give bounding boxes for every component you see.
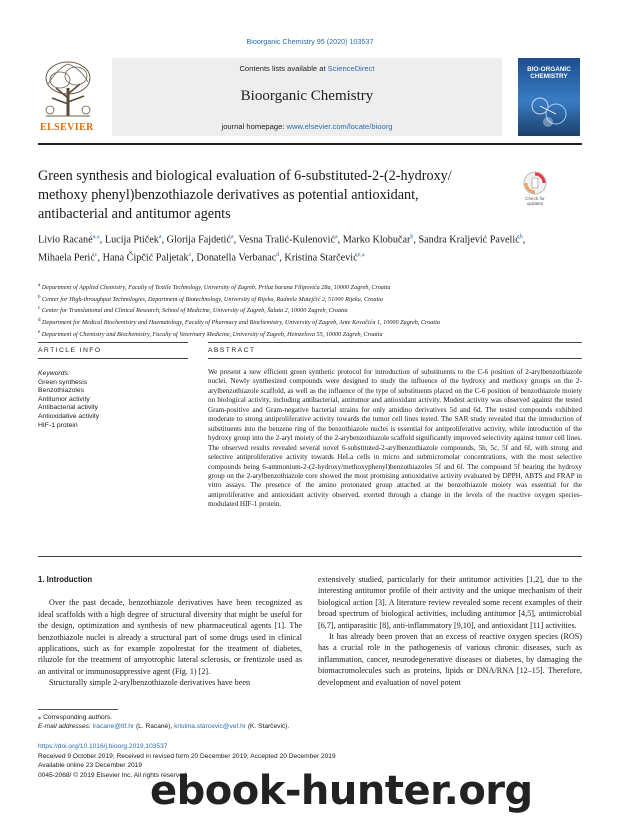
author-affiliation-marker[interactable]: b [519, 234, 523, 240]
keyword-item: Benzothiazoles [38, 387, 85, 395]
abstract-end-rule [38, 556, 582, 557]
author-affiliation-marker[interactable]: a [230, 234, 234, 240]
doi-link[interactable]: https://doi.org/10.1016/j.bioorg.2019.103537 [38, 743, 168, 750]
author-list: Livio Racané$^{a,⁎}$, Lucija Ptiček$^a$, Glorija Fajdetić$^a$, Vesna Tralić-Kulenović$^a$, Marko Klobučar$^b$, Sandra Kraljević Pavelić$^b$, Mihaela Perić$^c$, Hana Čipčić Paljetak$^c$, Donatella Verbanac$^d$, Kristina Starčević$^{e,⁎}$ [38, 234, 526, 264]
affiliation-text: Department of Chemistry and Biochemistry, Faculty of Veterinary Medicine, University of Zagreb, Heinzelova 55, 10000 Zagreb, Croatia [40, 330, 383, 338]
intro-paragraph: Over the past decade, benzothiazole derivatives have been recognized as ideal scaffolds with a high degree of structural diversity that might be useful for the design, optimization and synthesis of new pharmaceutical agents [1]. The benzothiazole nuclei is already a structural part of some drugs used in clinical applications, such as for example zopolrestat for the treatment of diabetes, riluzole for the treatment of amyotrophic lateral sclerosis, or frentizole used as an antiviral or immunosuppressive agent (Fig. 1) [2]. [38, 598, 302, 676]
check-updates-icon [522, 170, 548, 196]
sciencedirect-link[interactable]: ScienceDirect [327, 64, 375, 73]
email-addresses: E-mail addresses: lracane@ttf.hr (L. Racané), kristina.starcevic@vef.hr (K. Starčević). [38, 723, 290, 730]
homepage-link[interactable]: www.elsevier.com/locate/bioorg [286, 122, 393, 131]
author-name[interactable]: Marko Klobučar [342, 234, 411, 246]
author-affiliation-marker[interactable]: a,⁎ [92, 234, 100, 240]
watermark-text: ebook-hunter.org [150, 768, 533, 814]
cover-title: BIO-ORGANIC CHEMISTRY [527, 66, 571, 81]
keywords-list [38, 379, 188, 431]
author-affiliation-marker[interactable]: a [334, 234, 338, 240]
author-name[interactable]: Mihaela Perić [38, 252, 95, 264]
header-rule [38, 143, 582, 145]
affiliation [38, 316, 578, 328]
keyword-item: Antioxidative activity [38, 412, 100, 420]
affiliation-marker: a [38, 283, 41, 288]
cover-molecule-icon [526, 92, 572, 132]
article-info-rule-bottom [38, 358, 188, 359]
contents-line: Contents lists available at ScienceDirect [239, 64, 375, 73]
corresponding-authors-note: ⁎ Corresponding authors. [38, 714, 113, 721]
publisher-name: ELSEVIER [40, 122, 94, 133]
journal-title: Bioorganic Chemistry [240, 88, 374, 104]
affiliation-marker: b [38, 294, 41, 300]
author-name[interactable]: Donatella Verbanac [196, 252, 277, 264]
keyword-item: Antitumor activity [38, 395, 90, 403]
abstract-text: We present a new efficient green synthetic protocol for introduction of substituents to the C-6 position of 2-arylbenzothiazole nuclei. Newly synthesized compounds were designed to study the influence of the hydroxy and methoxy groups on the 2-arylbenzothiazole scaffold, as well as the influence of the type of substituents placed on the C-6 position of benzothiazole moiety on biological activity, including antibacterial, antitumor and antioxidant activity. Modest activity was observed against the tested Gram-positive and Gram-negative bacterial strains for only amidino derivatives 5d and 6d. The tested compounds exhibited moderate to strong antiproliferative activity towards the tumor cell lines tested. The SAR study revealed that the introduction of substituents into the benzene ring of the benzothiazole nuclei is essential for antiproliferative activity, while introduction of the hydroxy group into the 2-aryl moiety of the 2-arybenzothiazole scaffold significantly improved selectivity against tumor cell lines. The observed results revealed several novel 6-substituted-2-arylbenzothiazole compounds, 5b, 5c, 5f and 6f, with strong and selective antiproliferative activity towards HeLa cells in micro and submicromolar concentrations, with the most selective compounds being 6-ammonium-2-(2-hydroxy/methoxyphenyl)benzothiazoles 5f and 6f. The compound 5f bearing the hydroxy group on the 2-arylbenzothiazole core showed the most promising antioxidative activity evaluated by DPPH, ABTS and FRAP in vitro assays. The presence of the amino protonated group attached at the benzothiazole moiety was essential for the antiproliferative and antioxidant activity observed, exerted through a change in the levels of the reactive oxygen species-modulated HIF-1 protein. [208, 368, 582, 509]
intro-column-right [318, 574, 582, 688]
affiliation-marker: c [38, 306, 41, 312]
keyword-item: Green synthesis [38, 378, 88, 386]
footnotes [38, 713, 578, 731]
author-affiliation-marker[interactable]: c [94, 251, 98, 258]
author-affiliation-marker[interactable]: d [276, 251, 280, 258]
intro-paragraph: Structurally simple 2-arylbenzothiazole derivatives have been [49, 678, 251, 688]
affiliation-text: Center for Translational and Clinical Research, School of Medicine, University of Zagreb, Šalata 2, 10000 Zagreb, Croatia [40, 307, 348, 315]
keywords-block [38, 370, 188, 430]
affiliation-text: Department of Applied Chemistry, Faculty of Textile Technology, University of Zagreb, Prilaz baruna Filipovića 28a, 10000 Zagreb, Croatia [40, 284, 391, 292]
affiliation-text: Center for High-throughput Technologies, Department of Biotechnology, University of Rijeka, Radmile Matejčić 2, 51000 Rijeka, Croatia [40, 295, 383, 303]
author-affiliation-marker[interactable]: c [188, 251, 192, 258]
affiliation [38, 328, 578, 340]
affiliation [38, 281, 578, 293]
affiliation-text: Department for Medical Biochemistry and Haematology, Faculty of Pharmacy and Biochemistry, University of Zagreb, Ante Kovačića 1, 10000 Zagreb, Croatia [40, 319, 440, 327]
check-for-updates-label: Check for updates [525, 196, 545, 207]
affiliation-list [38, 281, 578, 339]
article-info-heading: ARTICLE INFO [38, 347, 102, 354]
available-online: Available online 23 December 2019 [38, 762, 142, 770]
abstract-heading: ABSTRACT [208, 347, 256, 354]
affiliation [38, 293, 578, 305]
email-link-starcevic[interactable]: kristina.starcevic@vef.hr [174, 723, 246, 730]
intro-column-left [38, 574, 302, 689]
journal-cover [518, 58, 580, 136]
author-name[interactable]: Glorija Fajdetić [166, 234, 231, 246]
keyword-item: Antibacterial activity [38, 404, 99, 412]
author-name[interactable]: Kristina Starčević [284, 252, 358, 264]
author-affiliation-marker[interactable]: e,⁎ [357, 251, 365, 258]
author-name[interactable]: Lucija Ptiček [104, 234, 159, 246]
journal-citation[interactable]: Bioorganic Chemistry 95 (2020) 103537 [246, 37, 374, 46]
journal-banner [112, 58, 502, 136]
author-name[interactable]: Sandra Kraljević Pavelić [418, 234, 520, 246]
abstract-rule-top [208, 342, 582, 343]
author-affiliation-marker[interactable]: a [158, 234, 162, 240]
journal-header [38, 58, 582, 140]
copyright-line: 0045-2068/ © 2019 Elsevier Inc. All rights reserved. [38, 771, 189, 779]
author-name[interactable]: Hana Čipčić Paljetak [102, 252, 189, 264]
intro-paragraph: extensively studied, particularly for their antitumor activities [1,2], due to the interesting antitumor profile of their activity and the unique mechanism of their biological action [3]. A literature review revealed some recent examples of their broad spectrum of biological activities, including antitumor [4,5], antimicrobial [6,7], antiparasitic [8], anti-inflammatory [9,10], and antioxidant [11] activities. [318, 575, 582, 630]
homepage-line: journal homepage: www.elsevier.com/locate/bioorg [221, 122, 393, 131]
affiliation [38, 304, 578, 316]
abstract-rule-bottom [208, 358, 582, 359]
email-link-racane[interactable]: lracane@ttf.hr [92, 723, 135, 730]
affiliation-marker: e [38, 329, 41, 335]
affiliation-marker: d [38, 317, 41, 323]
received-dates: Received 9 October 2019; Received in revised form 20 December 2019; Accepted 20 December 2019 [38, 752, 336, 760]
elsevier-tree-icon [38, 58, 98, 120]
author-affiliation-marker[interactable]: b [410, 234, 414, 240]
keyword-item: HIF-1 protein [38, 421, 78, 429]
article-info-rule-top [38, 342, 188, 343]
intro-paragraph: It has already been proven that an excess of reactive oxygen species (ROS) has a crucial role in the pathogenesis of various chronic diseases, such as inflammation, cancer, neurodegenerative diseases or diabetes, by damaging the biomacromolecules such as proteins, lipids or DNA/RNA [12–15]. Therefore, development and evaluation of novel potent [318, 632, 582, 687]
introduction-heading: 1. Introduction [38, 575, 93, 584]
author-name[interactable]: Livio Racané [38, 234, 93, 246]
article-title: Green synthesis and biological evaluation of 6-substituted-2-(2-hydroxy/ methoxy phenyl)benzothiazole derivatives as potential antioxidant, antibacterial and antitumor agents [38, 168, 452, 222]
elsevier-logo [38, 58, 98, 136]
footnote-rule [38, 709, 118, 710]
keywords-label: Keywords: [38, 370, 70, 377]
author-name[interactable]: Vesna Tralić-Kulenović [238, 234, 335, 246]
